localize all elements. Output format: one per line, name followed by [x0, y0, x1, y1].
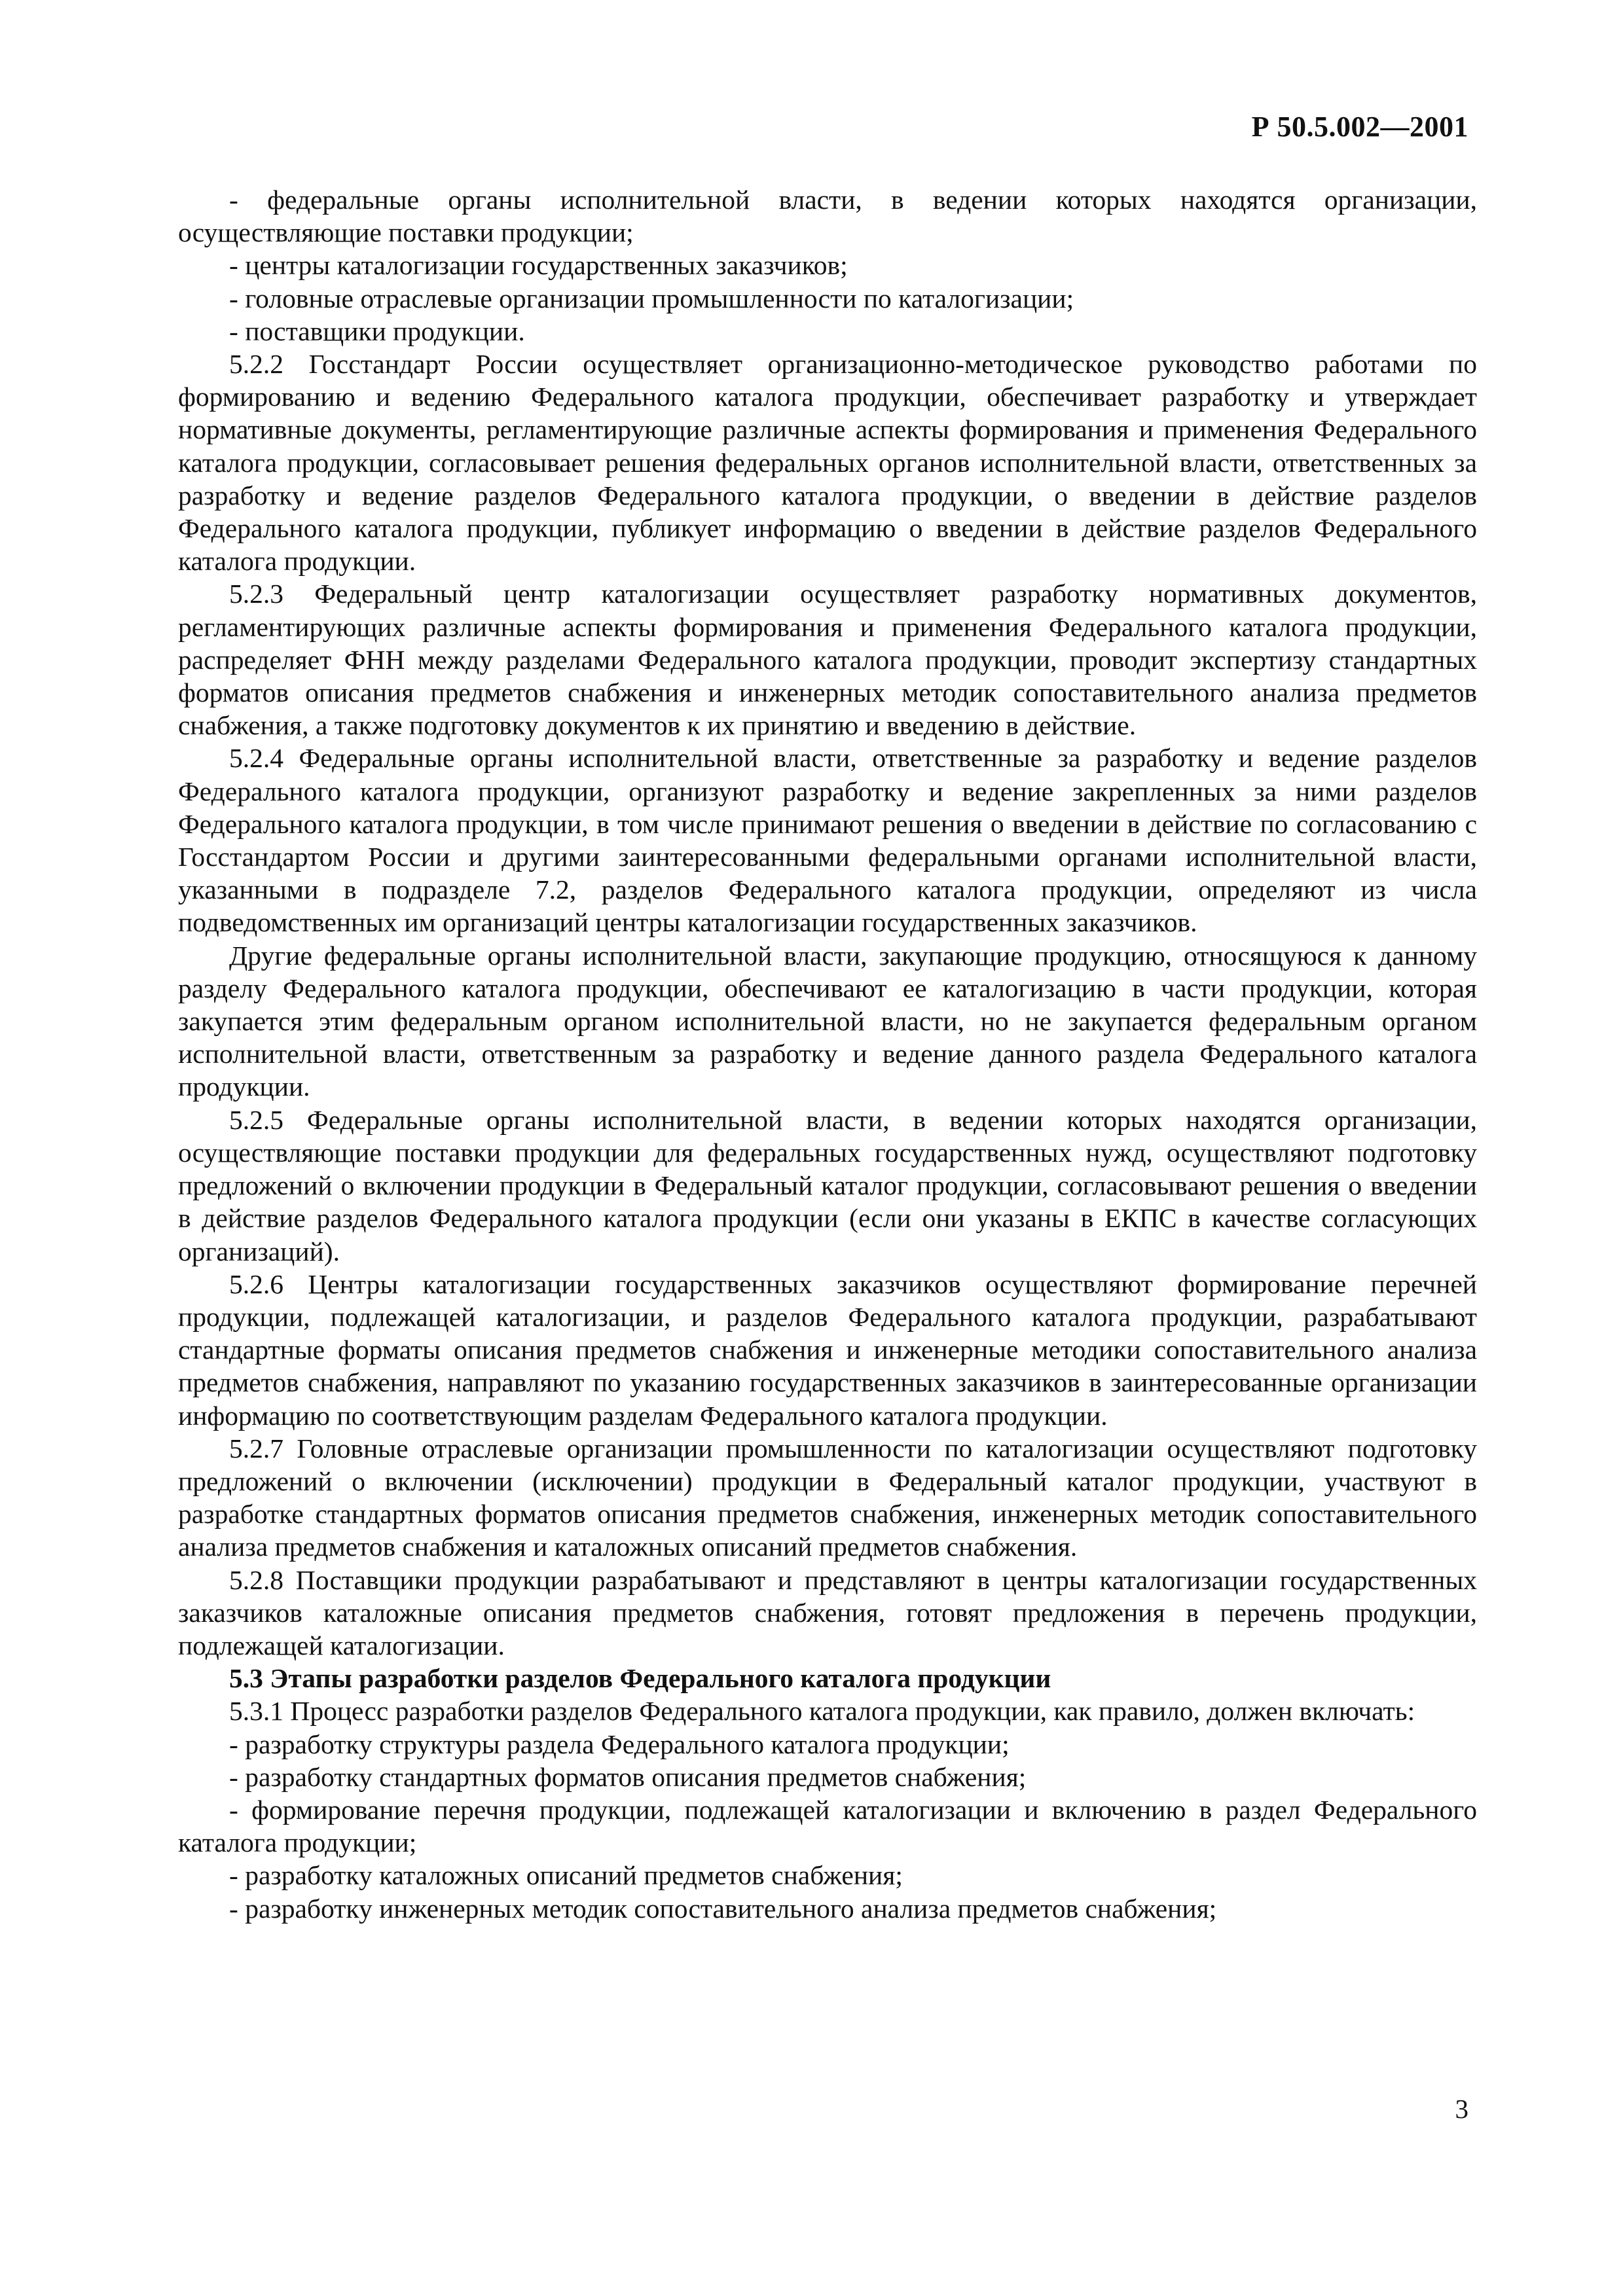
paragraph: Другие федеральные органы исполнительной власти, закупающие продукцию, относящуюся к данному разделу Федерального каталога продукции, обеспечивают ее каталогизацию в части продукции, которая закупается этим федеральным органом исполнительной власти, но не закупается федеральным органом исполнительной власти, ответственным за разработку и ведение данного раздела Федерального каталога продукции. — [178, 940, 1477, 1102]
paragraph: 5.2.2 Госстандарт России осуществляет организационно-методическое руководство работами по формированию и ведению Федерального каталога продукции, обеспечивает разработку и утверждает нормативные документы, регламентирующие различные аспекты формирования и применения Федерального каталога продукции, согласовывает решения федеральных органов исполнительной власти, ответственных за разработку и ведение разделов Федерального каталога продукции, о введении в действие разделов Федерального каталога продукции, публикует информацию о введении в действие разделов Федерального каталога продукции. — [178, 349, 1477, 577]
page-number: 3 — [1455, 2094, 1468, 2124]
paragraph: 5.2.7 Головные отраслевые организации промышленности по каталогизации осуществляют подготовку предложений о включении (исключении) продукции в Федеральный каталог продукции, участвуют в разработке стандартных форматов описания предметов снабжения, инженерных методик сопоставительного анализа предметов снабжения и каталожных описаний предметов снабжения. — [178, 1433, 1477, 1562]
document-code: Р 50.5.002—2001 — [1251, 111, 1468, 143]
paragraph: 5.2.8 Поставщики продукции разрабатывают и представляют в центры каталогизации государственных заказчиков каталожные описания предметов снабжения, готовят предложения в перечень продукции, подлежащей каталогизации. — [178, 1564, 1477, 1660]
paragraph: - поставщики продукции. — [229, 315, 525, 346]
paragraph: - головные отраслевые организации промышленности по каталогизации; — [229, 283, 1074, 314]
paragraph: - формирование перечня продукции, подлежащей каталогизации и включению в раздел Федерального каталога продукции; — [178, 1794, 1477, 1858]
paragraph: 5.2.5 Федеральные органы исполнительной власти, в ведении которых находятся организации, осуществляющие поставки продукции для федеральных государственных нужд, осуществляют подготовку предложений о включении продукции в Федеральный каталог продукции, согласовывают решения о введении в действие разделов Федерального каталога продукции (если они указаны в ЕКПС в качестве согласующих организаций). — [178, 1104, 1477, 1266]
paragraph: - центры каталогизации государственных заказчиков; — [229, 250, 848, 281]
section-heading: 5.3 Этапы разработки разделов Федерального каталога продукции — [229, 1663, 1051, 1694]
paragraph: 5.2.4 Федеральные органы исполнительной власти, ответственные за разработку и ведение разделов Федерального каталога продукции, организуют разработку и ведение закрепленных за ними разделов Федерального каталога продукции, в том числе принимают решения о введении в действие по согласованию с Госстандартом России и другими заинтересованными федеральными органами исполнительной власти, указанными в подразделе 7.2, разделов Федерального каталога продукции, определяют из числа подведомственных им организаций центры каталогизации государственных заказчиков. — [178, 743, 1477, 938]
paragraph: - федеральные органы исполнительной власти, в ведении которых находятся организации, осуществляющие поставки продукции; — [178, 185, 1477, 248]
paragraph: - разработку каталожных описаний предметов снабжения; — [229, 1860, 903, 1891]
paragraph: - разработку инженерных методик сопоставительного анализа предметов снабжения; — [229, 1893, 1217, 1924]
body-text — [178, 183, 1477, 1925]
paragraph: - разработку структуры раздела Федерального каталога продукции; — [229, 1729, 1010, 1759]
paragraph: 5.3.1 Процесс разработки разделов Федерального каталога продукции, как правило, должен включать: — [229, 1696, 1415, 1727]
paragraph: 5.2.6 Центры каталогизации государственных заказчиков осуществляют формирование перечней продукции, подлежащей каталогизации, и разделов Федерального каталога продукции, разрабатывают стандартные форматы описания предметов снабжения и инженерные методики сопоставительного анализа предметов снабжения, направляют по указанию государственных заказчиков в заинтересованные организации информацию по соответствующим разделам Федерального каталога продукции. — [178, 1268, 1477, 1431]
paragraph: 5.2.3 Федеральный центр каталогизации осуществляет разработку нормативных документов, регламентирующих различные аспекты формирования и применения Федерального каталога продукции, распределяет ФНН между разделами Федерального каталога продукции, проводит экспертизу стандартных форматов описания предметов снабжения и инженерных методик сопоставительного анализа предметов снабжения, а также подготовку документов к их принятию и введению в действие. — [178, 579, 1477, 741]
paragraph: - разработку стандартных форматов описания предметов снабжения; — [229, 1761, 1027, 1792]
